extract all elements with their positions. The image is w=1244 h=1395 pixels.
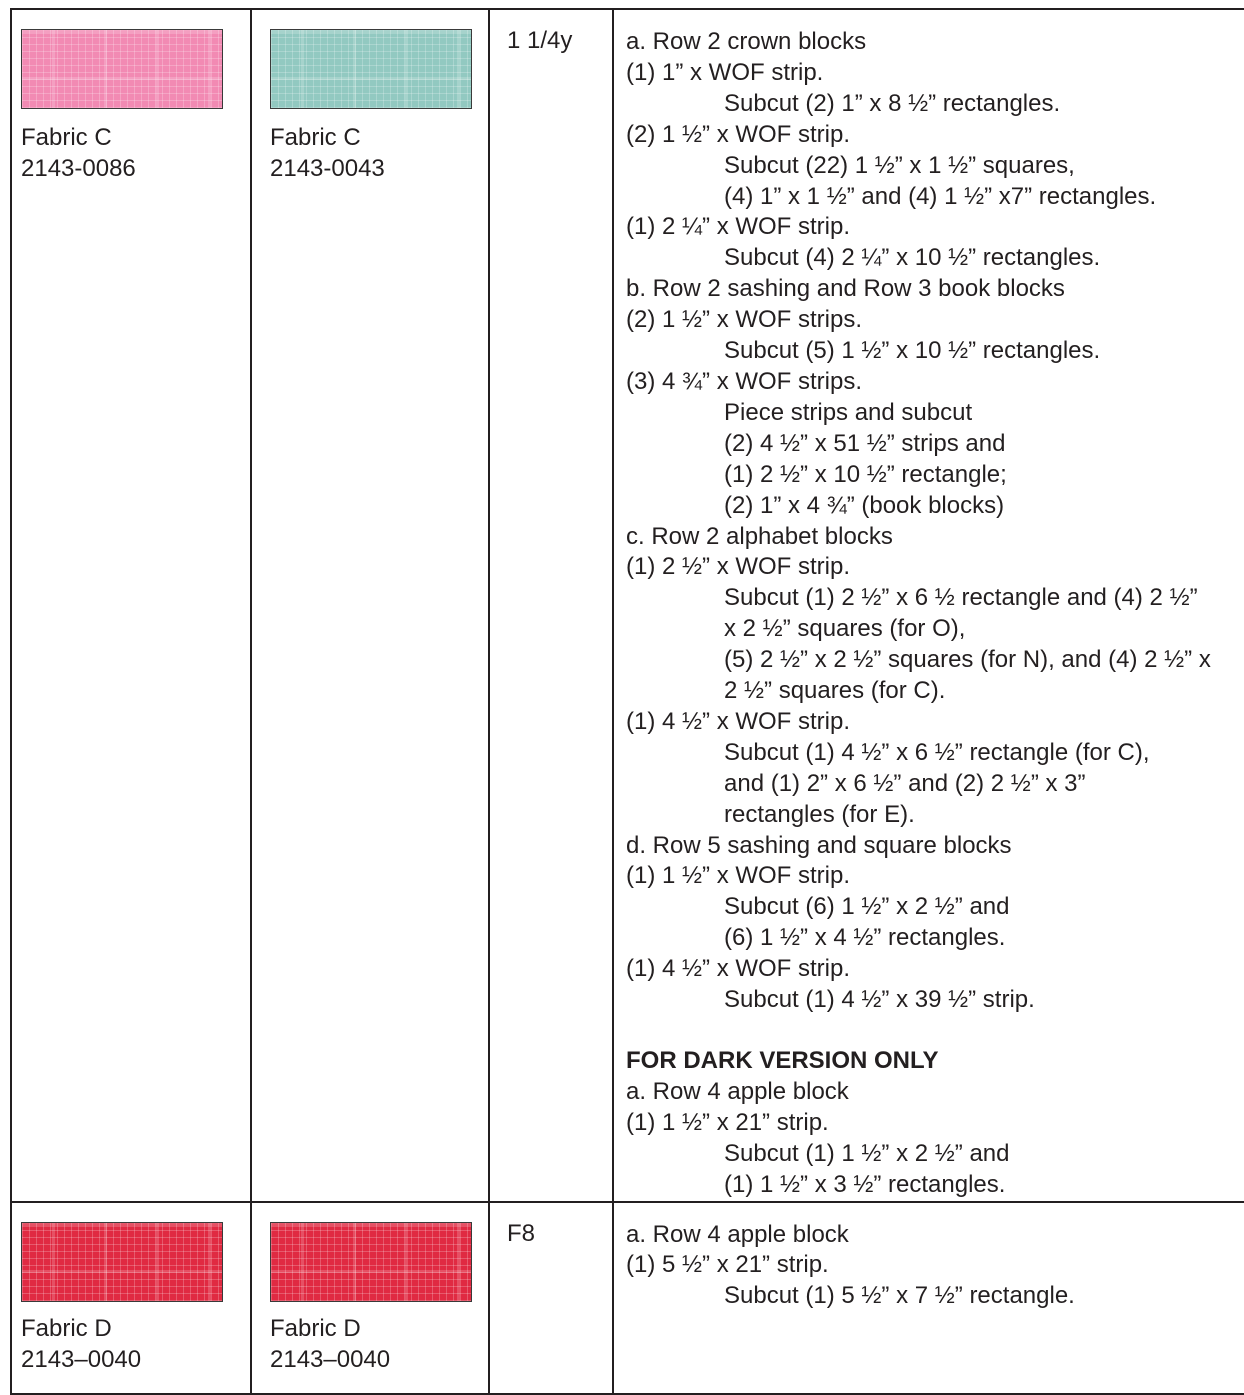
fabric-code: 2143–0040 bbox=[270, 1345, 391, 1373]
subcut-line: rectangles (for E). bbox=[724, 800, 915, 828]
strip-line: (1) 1 ½” x 21” strip. bbox=[626, 1108, 829, 1136]
section-heading: a. Row 4 apple block bbox=[626, 1220, 849, 1248]
subcut-line: Subcut (1) 4 ½” x 6 ½” rectangle (for C), bbox=[724, 738, 1150, 766]
subcut-line: (5) 2 ½” x 2 ½” squares (for N), and (4) 2 ½” x 2 ½” squares (for C). bbox=[724, 646, 1211, 705]
fabric-cell bbox=[251, 9, 489, 1202]
subcut-line: Subcut (22) 1 ½” x 1 ½” squares, bbox=[724, 151, 1075, 179]
pink-plaid-fabric-swatch bbox=[21, 29, 223, 109]
strip-line: (1) 5 ½” x 21” strip. bbox=[626, 1251, 829, 1279]
strip-line: (1) 2 ¼” x WOF strip. bbox=[626, 213, 851, 241]
subcut-line: Subcut (4) 2 ¼” x 10 ½” rectangles. bbox=[724, 244, 1101, 272]
subcut-line: Subcut (1) 1 ½” x 2 ½” and bbox=[724, 1139, 1010, 1167]
subcut-line: Subcut (6) 1 ½” x 2 ½” and bbox=[724, 893, 1010, 921]
cutting-instructions bbox=[613, 9, 1244, 1202]
table-row bbox=[11, 9, 1244, 1202]
fabric-code: 2143-0043 bbox=[270, 155, 385, 182]
subcut-line: Subcut (1) 5 ½” x 7 ½” rectangle. bbox=[724, 1282, 1075, 1310]
dark-version-heading: FOR DARK VERSION ONLY bbox=[626, 1047, 939, 1074]
strip-line: (2) 1 ½” x WOF strips. bbox=[626, 306, 863, 334]
subcut-line: (2) 4 ½” x 51 ½” strips and bbox=[724, 429, 1006, 457]
subcut-line: (1) 2 ½” x 10 ½” rectangle; bbox=[724, 460, 1007, 488]
subcut-line: Subcut (2) 1” x 8 ½” rectangles. bbox=[724, 89, 1061, 117]
subcut-line: Piece strips and subcut bbox=[724, 398, 973, 426]
strip-line: (1) 1 ½” x WOF strip. bbox=[626, 862, 851, 890]
subcut-line: Subcut (5) 1 ½” x 10 ½” rectangles. bbox=[724, 337, 1101, 365]
strip-line: (1) 2 ½” x WOF strip. bbox=[626, 553, 851, 581]
subcut-line: (1) 1 ½” x 3 ½” rectangles. bbox=[724, 1170, 1006, 1198]
subcut-line: Subcut (1) 2 ½” x 6 ½ rectangle and (4) 2 ½” x 2 ½” squares (for O), bbox=[724, 584, 1198, 643]
yardage-cell: 1 1/4y bbox=[489, 9, 613, 1202]
cutting-table bbox=[10, 8, 1244, 1395]
yardage-cell: F8 bbox=[489, 1202, 613, 1394]
subcut-line: and (1) 2” x 6 ½” and (2) 2 ½” x 3” bbox=[724, 769, 1086, 797]
section-heading: b. Row 2 sashing and Row 3 book blocks bbox=[626, 275, 1065, 303]
section-heading: d. Row 5 sashing and square blocks bbox=[626, 831, 1012, 859]
subcut-line: (6) 1 ½” x 4 ½” rectangles. bbox=[724, 924, 1006, 952]
red-plaid-fabric-swatch bbox=[21, 1222, 223, 1302]
strip-line: (1) 4 ½” x WOF strip. bbox=[626, 707, 851, 735]
fabric-cell bbox=[11, 9, 251, 1202]
strip-line: (1) 4 ½” x WOF strip. bbox=[626, 955, 851, 983]
subcut-line: (2) 1” x 4 ¾” (book blocks) bbox=[724, 491, 1005, 519]
teal-plaid-fabric-swatch bbox=[270, 29, 472, 109]
fabric-code: 2143–0040 bbox=[21, 1345, 142, 1373]
section-heading: a. Row 2 crown blocks bbox=[626, 28, 867, 55]
cutting-instructions bbox=[613, 1202, 1244, 1394]
section-heading: c. Row 2 alphabet blocks bbox=[626, 522, 893, 550]
fabric-name: Fabric C bbox=[21, 124, 112, 151]
red-plaid-fabric-swatch bbox=[270, 1222, 472, 1302]
fabric-name: Fabric C bbox=[270, 124, 361, 151]
fabric-cell bbox=[11, 1202, 251, 1394]
strip-line: (1) 1” x WOF strip. bbox=[626, 58, 824, 86]
fabric-code: 2143-0086 bbox=[21, 155, 136, 182]
section-heading: a. Row 4 apple block bbox=[626, 1077, 849, 1105]
subcut-line: (4) 1” x 1 ½” and (4) 1 ½” x7” rectangles. bbox=[724, 182, 1157, 210]
subcut-line: Subcut (1) 4 ½” x 39 ½” strip. bbox=[724, 986, 1035, 1014]
table-row bbox=[11, 1202, 1244, 1394]
strip-line: (2) 1 ½” x WOF strip. bbox=[626, 120, 851, 148]
fabric-name: Fabric D bbox=[270, 1314, 361, 1342]
fabric-cell bbox=[251, 1202, 489, 1394]
fabric-name: Fabric D bbox=[21, 1314, 112, 1342]
strip-line: (3) 4 ¾” x WOF strips. bbox=[626, 367, 863, 395]
